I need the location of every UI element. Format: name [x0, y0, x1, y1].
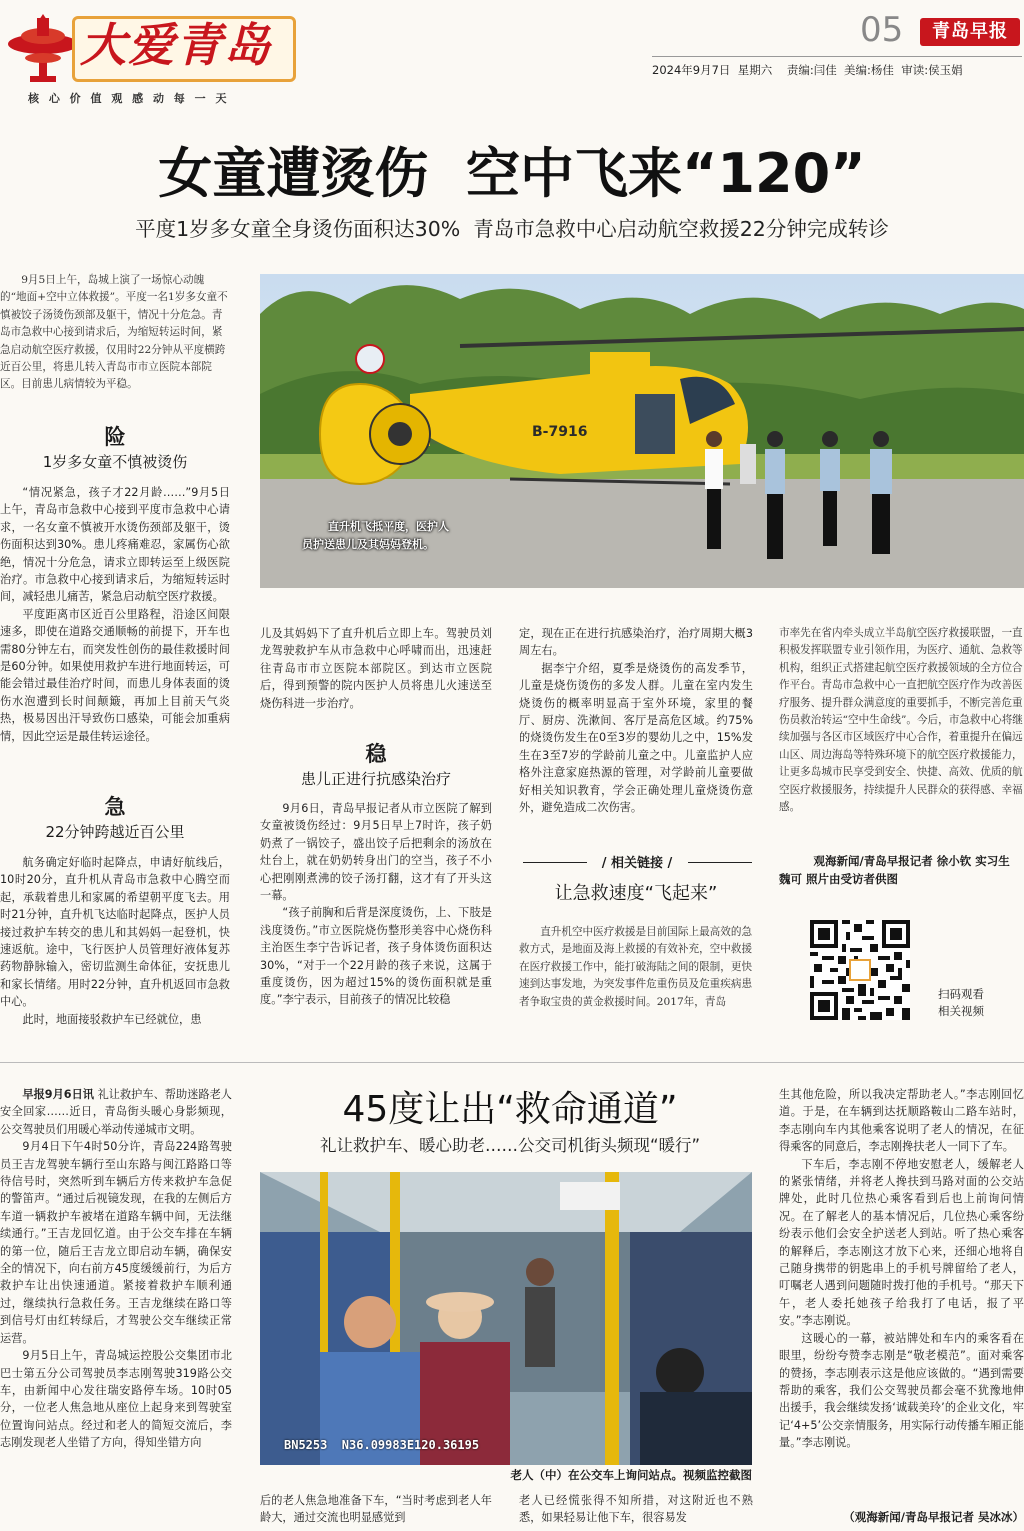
- paragraph: 此时，地面接驳救护车已经就位，患: [22, 1012, 202, 1026]
- qr-code-icon: [810, 920, 910, 1020]
- qr-caption-line1: 扫码观看: [938, 987, 984, 1001]
- story1-lead: [0, 272, 230, 394]
- link-rule-right: [688, 862, 752, 863]
- bus-interior-image: [260, 1172, 752, 1465]
- paragraph: 生其他危险，所以我决定帮助老人。”李志刚回忆道。于是，在车辆到达抚顺路鞍山二路车站时，李志刚向车内其他乘客说明了老人的情况，在征得乘客的同意后，李志刚搀扶老人一同下了车。: [779, 1088, 1024, 1154]
- paragraph: 这暖心的一幕，被站牌处和车内的乘客看在眼里，纷纷夸赞李志刚是“敬老模范”。面对乘客的赞扬，李志刚表示这是他应该做的。“遇到需要帮助的乘客，我们公交驾驶员都会毫不犹豫地伸出援手，我会继续发扬‘诚载美玲’的企业文化，牢记‘4+5’公交亲情服务，用实际行动传播车厢正能量。”李志刚说。: [779, 1331, 1024, 1450]
- section-title-urgent: 急: [104, 795, 126, 819]
- story2-byline: （观海新闻/青岛早报记者 吴冰冰）: [843, 1510, 1024, 1524]
- lead-paragraph: 9月5日上午，岛城上演了一场惊心动魄的“地面+空中立体救援”。平度一名1岁多女童不慎被饺子汤烫伤颈部及躯干，情况十分危急。青岛市急救中心接到请求后，为缩短转运时间，紧急启动航空医疗救援，仅用时22分钟从平度横跨近百公里，将患儿转入青岛市市立医院本部院区。目前患儿病情较为平稳。: [0, 274, 228, 391]
- story2-col4: [779, 1086, 1024, 1452]
- related-link-text: 相关链接: [610, 856, 663, 871]
- bus-photo-caption: 老人（中）在公交车上询问站点。视频监控截图: [510, 1468, 752, 1482]
- tower-logo-icon: [6, 14, 80, 86]
- masthead: [0, 0, 1024, 112]
- cctv-overlay-text: BN5253 N36.09983E120.36195: [284, 1438, 480, 1452]
- story1-subhead: 平度1岁多女童全身烫伤面积达30% 青岛市急救中心启动航空救援22分钟完成转诊: [135, 217, 889, 241]
- photo-caption-line2: 员护送患儿及其妈妈登机。: [302, 538, 434, 551]
- qr-caption-line2: 相关视频: [938, 1004, 984, 1018]
- paragraph: 平度距离市区近百公里路程，沿途区间限速多，即使在道路交通顺畅的前提下，开车也需80分钟左右，而突发性创伤的最佳救援时间是60分钟。如果使用救护车进行地面转运，可能会错过最佳治疗时间，而患儿身体表面的烫伤水泡遭到长时间颠簸，再加上目前天气炎热，极易因出汗导致伤口感染，可能会加重病情，因此空运是最佳转运途径。: [0, 607, 230, 743]
- related-link-body: [519, 924, 753, 1011]
- story2-col3: [519, 1492, 753, 1527]
- paragraph: 9月5日上午，青岛城运控股公交集团市北巴士第五分公司驾驶员李志刚驾驶319路公交车，由新闻中心发往瑞安路停车场。10时05分，一位老人焦急地从座位上起身来到驾驶室位置询问站点。经过和老人的简短交流后，李志刚发现老人坐错了方向，得知坐错方向: [0, 1349, 232, 1450]
- paragraph: 儿及其妈妈下了直升机后立即上车。驾驶员刘龙驾驶救护车从市急救中心呼啸而出，迅速赶往青岛市市立医院本部院区。到达市立医院后，得到预警的院内医护人员将患儿火速送至烧伤科进一步治疗。: [260, 627, 492, 710]
- related-link-title: 让急救速度“飞起来”: [554, 883, 718, 904]
- photo-caption-line1: 直升机飞抵平度，医护人: [328, 520, 449, 533]
- story1-col4: [779, 625, 1024, 816]
- helicopter-registration: B-7916: [532, 424, 588, 440]
- page-number: 05: [860, 10, 904, 50]
- paragraph: 下车后，李志刚不停地安慰老人，缓解老人的紧张情绪，并将老人搀扶到马路对面的公交站牌处，此时几位热心乘客看到后也上前询问情况。在了解老人的基本情况后，几位热心乘客纷纷表示他们会安全护送老人到站。听了热心乘客的解释后，李志刚这才放下心来，还细心地将自己随身携带的钥匙串上的手机号牌留给了老人，叮嘱老人遇到问题随时拨打他的手机号。“那天下午，老人委托她孩子给我打了电话，报了平安。”李志刚说。: [779, 1157, 1024, 1328]
- lead-text: 礼让救护车、帮助迷路老人安全回家……近日，青岛街头暖心身影频现，公交驾驶员们用暖心举动传递城市文明。: [0, 1088, 232, 1136]
- brand-title: 大爱青岛: [80, 18, 272, 72]
- section-title-stable: 稳: [365, 742, 387, 766]
- paragraph: 市率先在省内牵头成立半岛航空医疗救援联盟，一直积极发挥联盟专业引领作用，为医疗、通航、急救等机构，组织正式搭建起航空医疗救援领域的全方位合作平台。青岛市急救中心一直把航空医疗作为改善医疗服务、提升群众满意度的重要抓手，不断完善危重伤员救治转运“空中生命线”。今后，市急救中心将继续加强与各区市区域医疗中心合作，着重提升在偏远山区、周边海岛等特殊环境下的航空医疗救援能力，让更多岛城市民享受到安全、快捷、高效、优质的航空医疗救援服务，持续提升人民群众的获得感、幸福感。: [779, 627, 1023, 814]
- story2-col2: [260, 1492, 492, 1527]
- slash-icon: /: [663, 856, 673, 871]
- paragraph: 航务确定好临时起降点，申请好航线后，10时20分，直升机从青岛市急救中心腾空而起，承载着患儿和家属的希望朝平度飞去。用时21分钟，直升机飞达临时起降点，医护人员接过救护车转交的患儿和其妈妈一起登机，快速返航。途中，飞行医护人员管理好液体复苏药物静脉输入，密切监测生命体征，安抚患儿和家长情绪。用时22分钟，直升机返回市急救中心。: [0, 856, 230, 1009]
- helicopter-photo: [260, 274, 1024, 588]
- paper-name-badge: [920, 18, 1020, 46]
- link-rule-left: [523, 862, 587, 863]
- paper-name: 青岛早报: [932, 21, 1008, 42]
- section-subtitle-stable: 患儿正进行抗感染治疗: [300, 770, 451, 788]
- story1-col1-body: [0, 484, 230, 745]
- qr-code[interactable]: [810, 920, 910, 1020]
- story-divider: [0, 1062, 1024, 1063]
- story2-col1: [0, 1086, 232, 1452]
- story1-col3: [519, 625, 753, 816]
- paragraph: 后的老人焦急地准备下车，“当时考虑到老人年龄大，通过交流也明显感觉到: [260, 1494, 492, 1525]
- story2-subhead: 礼让救护车、暖心助老……公交司机街头频现“暖行”: [319, 1136, 701, 1155]
- paragraph: 定，现在正在进行抗感染治疗，治疗周期大概3周左右。: [519, 627, 753, 658]
- bus-cctv-photo: [260, 1172, 752, 1465]
- story1-col1-lower: [0, 854, 230, 1028]
- date-line: 2024年9月7日 星期六 责编:闫佳 美编:杨佳 审读:侯玉娟: [652, 63, 963, 77]
- paragraph: “情况紧急，孩子才22月龄……”9月5日上午，青岛市急救中心接到平度市急救中心请求，一名女童不慎被开水烫伤颈部及躯干，烫伤面积达到30%。患儿疼痛难忍，家属伤心欲绝，情况十分危急，请求立即转运至上级医院治疗。市急救中心接到请求后，为缩短转运时间，减轻患儿痛苦，紧急启动航空医疗救援。: [0, 486, 230, 604]
- slash-icon: /: [601, 856, 611, 871]
- section-subtitle-danger: 1岁多女童不慎被烫伤: [42, 453, 188, 471]
- paragraph: “孩子前胸和后背是深度烫伤，上、下肢是浅度烫伤。”市立医院烧伤整形美容中心烧伤科主治医生李宁告诉记者，孩子身体烫伤面积达30%，“对于一个22月龄的孩子来说，这属于重度烫伤，因为超过15%的烫伤面积就是重度。”李宁表示，目前孩子的情况比较稳: [260, 906, 492, 1007]
- paragraph: 据李宁介绍，夏季是烧烫伤的高发季节，儿童是烧伤烫伤的多发人群。儿童在室内发生烧烫伤的概率明显高于室外环境，家里的餐厅、厨房、洗漱间、客厅是高危区域。约75%的烧烫伤发生在0至3岁的婴幼儿之中，15%发生在3至7岁的学龄前儿童之中。儿童监护人应格外注意家庭热源的管理，对学龄前儿童要做好相关知识教育，学会正确处理儿童烧烫伤意外，避免造成二次伤害。: [519, 661, 753, 815]
- section-title-danger: 险: [104, 425, 126, 449]
- story2-headline: 45度让出“救命通道”: [342, 1089, 678, 1130]
- section-subtitle-urgent: 22分钟跨越近百公里: [45, 823, 185, 841]
- related-link-label: [587, 852, 687, 871]
- story1-col2: [260, 625, 492, 712]
- paragraph: [0, 1086, 232, 1138]
- story1-headline: 女童遭烫伤 空中飞来“120”: [158, 142, 866, 205]
- story1-col2-lower: [260, 800, 492, 1009]
- paragraph: 老人已经慌张得不知所措，对这附近也不熟悉，如果轻易让他下车，很容易发: [519, 1494, 753, 1525]
- slogan: 核 心 价 值 观 感 动 每 一 天: [28, 92, 230, 105]
- masthead-rule: [652, 56, 1022, 57]
- dateline: 早报9月6日讯: [22, 1088, 94, 1101]
- story1-byline: 观海新闻/青岛早报记者 徐小钦 实习生 魏可 照片由受访者供图: [779, 854, 1010, 886]
- paragraph: 9月6日，青岛早报记者从市立医院了解到女童被烫伤经过：9月5日早上7时许，孩子奶奶煮了一锅饺子，盛出饺子后把剩余的汤放在灶台上，就在奶奶转身出门的空当，孩子不小心把刚刚煮沸的饺子汤打翻，这才有了开头这一幕。: [260, 802, 492, 903]
- paragraph: 直升机空中医疗救援是目前国际上最高效的急救方式，是地面及海上救援的有效补充，空中救援在医疗救援工作中，能打破海陆之间的限制，更快速到达事发地，为突发事件危重伤员及危重疾病患者争取宝贵的黄金救援时间。2017年，青岛: [519, 926, 753, 1008]
- paragraph: 9月4日下午4时50分许，青岛224路驾驶员王吉龙驾驶车辆行至山东路与闽江路路口等待信号时，突然听到车辆后方传来救护车急促的警笛声。“通过后视镜发现，在我的左侧后方车道一辆救护车被堵在道路车辆中间，无法继续通行。”王吉龙回忆道。由于公交车排在车辆的第一位，随后王吉龙立即启动车辆，确保安全的情况下，向右前方45度缓缓前行，为后方救护车让出快速通道。紧接着救护车顺利通过，继续执行急救任务。王吉龙继续在路口等到信号灯由红转绿后，才驾驶公交车继续正常运营。: [0, 1140, 232, 1345]
